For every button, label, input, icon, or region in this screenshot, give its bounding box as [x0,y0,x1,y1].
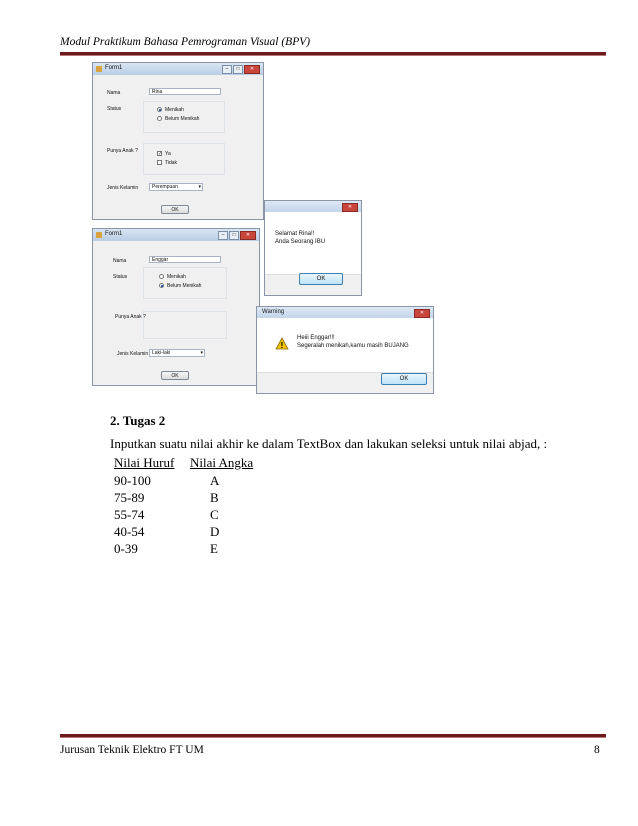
app-icon [96,232,102,238]
close-button[interactable]: ✕ [244,65,260,74]
app-icon [96,66,102,72]
title-bar [93,63,263,75]
radio-menikah[interactable] [159,274,164,279]
row-range: 55-74 [114,507,145,522]
kelamin-combobox[interactable] [149,183,203,191]
row-grade: A [210,473,220,488]
message-line-1: Selamat Rina!! [275,231,315,237]
radio-belum-menikah-label: Belum Menikah [167,283,202,289]
anak-group [143,311,227,339]
row-range: 40-54 [114,524,145,539]
row-grade: D [210,524,220,539]
message-line-2: Anda Seorang IBU [275,239,326,245]
radio-menikah-label: Menikah [167,274,186,280]
chevron-down-icon: ▾ [198,184,201,190]
status-label: Status [113,274,128,280]
kelamin-value: Laki-laki [152,350,171,356]
kelamin-label: Jenis Kelamin [107,185,139,191]
anak-group [143,143,225,175]
checkbox-ya-label: Ya [165,151,171,157]
row-range: 0-39 [114,541,138,556]
chevron-down-icon: ▾ [200,350,203,356]
anak-label: Punya Anak ? [107,148,138,154]
radio-belum-menikah[interactable] [159,283,164,288]
title-bar [257,307,433,318]
header-rule [60,52,606,56]
svg-text:!: ! [280,341,284,350]
window-title: Form1 [105,65,123,71]
checkbox-tidak[interactable] [157,160,162,165]
page-number: 8 [594,744,600,756]
kelamin-combobox[interactable] [149,349,205,357]
form1-window-enggar [92,228,260,386]
ok-button[interactable]: OK [161,205,189,214]
close-button[interactable]: ✕ [414,309,430,318]
ok-button[interactable]: OK [161,371,189,380]
form1-window-rina [92,62,264,220]
checkbox-ya[interactable]: ✓ [158,151,163,157]
checkbox-tidak-label: Tidak [165,160,178,166]
nama-input[interactable]: Rina [149,88,221,95]
col-header-huruf: Nilai Huruf [114,455,175,470]
title-bar [93,229,259,241]
row-range: 75-89 [114,490,145,505]
warning-icon [275,337,289,350]
nama-label: Nama [107,90,121,96]
warning-line-2: Segeralah menikah,kamu masih BUJANG [297,343,409,349]
nama-input[interactable]: Enggar [149,256,221,263]
col-header-angka: Nilai Angka [190,455,254,470]
radio-menikah-label: Menikah [165,107,184,113]
row-grade: B [210,490,219,505]
instruction-text: Inputkan suatu nilai akhir ke dalam TextBox dan lakukan seleksi untuk nilai abjad, : [110,436,548,451]
window-title: Form1 [105,231,123,237]
message-box-rina [264,200,362,296]
section-heading: 2. Tugas 2 [110,413,166,428]
nama-label: Nama [113,258,127,264]
warning-message-box [256,306,434,394]
footer-text: Jurusan Teknik Elektro FT UM [60,744,204,756]
page-header: Modul Praktikum Bahasa Pemrograman Visual (BPV) [60,36,311,48]
ok-button[interactable]: OK [381,373,427,385]
kelamin-value: Perempuan [152,184,178,190]
row-range: 90-100 [114,473,151,488]
row-grade: C [210,507,219,522]
row-grade: E [210,541,218,556]
footer-rule [60,734,606,738]
kelamin-label: Jenis Kelamin [117,351,149,357]
maximize-button[interactable]: □ [229,231,239,240]
radio-belum-menikah-label: Belum Menikah [165,116,200,122]
close-button[interactable]: ✕ [342,203,358,212]
anak-label: Punya Anak ? [115,314,146,320]
close-button[interactable]: ✕ [240,231,256,240]
minimize-button[interactable]: – [218,231,228,240]
title-bar [265,201,361,212]
warning-line-1: Heiii Enggar!!! [297,335,335,341]
minimize-button[interactable]: – [222,65,232,74]
ok-button[interactable]: OK [299,273,343,285]
radio-menikah[interactable] [157,107,162,112]
maximize-button[interactable]: □ [233,65,243,74]
status-label: Status [107,106,122,112]
radio-belum-menikah[interactable] [157,116,162,121]
warning-title: Warning [262,309,285,315]
